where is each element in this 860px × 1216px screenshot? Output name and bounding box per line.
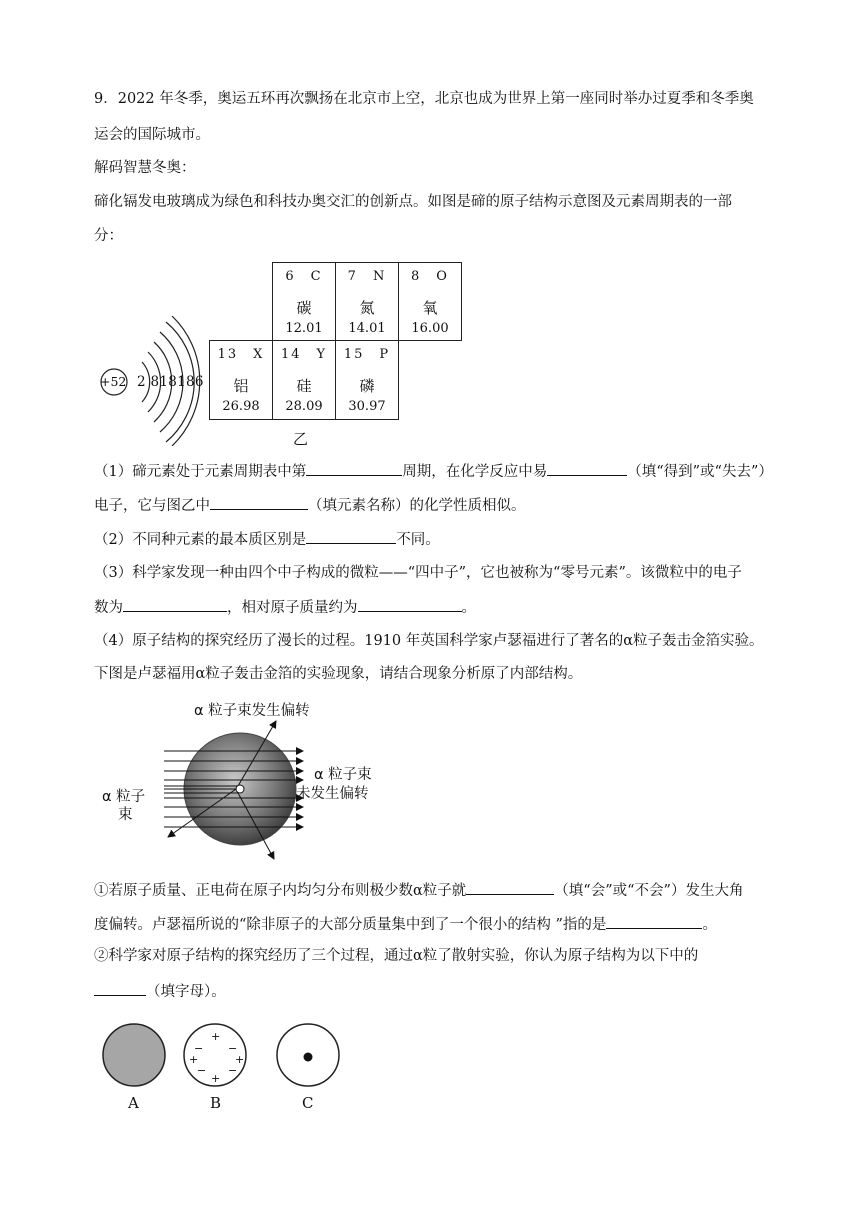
model-b-charges <box>184 1024 246 1086</box>
answer-blank-will-deflect[interactable] <box>466 880 554 895</box>
answer-blank-model-letter[interactable] <box>94 981 146 996</box>
answer-blank-element-name[interactable] <box>210 495 308 510</box>
model-a-solid-sphere <box>103 1024 165 1086</box>
nucleus-charge: +52 <box>100 374 127 389</box>
q4i-line-2 <box>94 914 717 935</box>
q3-text-c: ，相对原子质量约为 <box>227 600 358 616</box>
q1-line-2 <box>94 495 526 516</box>
description-line-1: 碲化镉发电玻璃成为绿色和科技办奥交汇的创新点。如图是碲的原子结构示意图及元素周期表的一部 <box>94 194 732 210</box>
plus-charge: + <box>211 1072 221 1085</box>
q4-line-1: （4）原子结构的探究经历了漫长的过程。1910 年英国科学家卢瑟福进行了著名的α粒子轰击金箔实验。 <box>94 633 764 649</box>
q1-text-a: （1）碲元素处于元素周期表中第 <box>94 464 307 480</box>
model-label-b: B <box>210 1094 222 1112</box>
label-undeflected-beam-2: 未发生偏转 <box>296 786 369 802</box>
q2-line <box>94 529 440 550</box>
q4i-text-a: ①若原子质量、正电荷在原子内均匀分布则极少数α粒子就 <box>94 883 467 899</box>
element-header: 14 Y <box>280 347 328 362</box>
q4i-text-c: 度偏转。卢瑟福所说的“除非原子的大部分质量集中到了一个很小的结构 ”指的是 <box>94 917 607 933</box>
element-name: 氮 <box>359 299 375 317</box>
element-name: 硅 <box>296 377 312 395</box>
model-c-nucleus <box>304 1053 313 1062</box>
q1-text-b: 周期，在化学反应中易 <box>402 464 548 480</box>
label-undeflected-beam-1: α 粒子束 <box>314 767 372 783</box>
q1-text-d: 电子，它与图乙中 <box>94 498 210 514</box>
minus-charge: − <box>197 1064 207 1077</box>
rutherford-scattering-figure <box>98 697 398 862</box>
element-name: 铝 <box>233 377 249 395</box>
description-line-2: 分： <box>94 228 123 244</box>
element-name: 氧 <box>422 299 438 317</box>
q3-line-2 <box>94 597 476 618</box>
model-label-a: A <box>128 1094 139 1112</box>
element-header: 7 N <box>347 269 387 284</box>
element-mass: 14.01 <box>348 321 386 336</box>
q4i-text-b: （填“会”或“不会”）发生大角 <box>554 883 744 899</box>
element-mass: 16.00 <box>411 321 449 336</box>
element-cell-carbon <box>272 262 336 341</box>
label-alpha-beam-2: 束 <box>118 807 133 823</box>
question-intro-line-2: 运会的国际城市。 <box>94 127 210 143</box>
question-intro-line-1: 9．2022 年冬季，奥运五环再次飘扬在北京市上空，北京也成为世界上第一座同时举办过夏季和冬季奥 <box>94 91 754 107</box>
minus-charge: − <box>194 1042 204 1055</box>
q3-line-1: （3）科学家发现一种由四个中子构成的微粒——“四中子”，它也被称为“零号元素”。该微粒中的电子 <box>94 565 742 581</box>
plus-charge: + <box>189 1053 199 1066</box>
section-title: 解码智慧冬奥： <box>94 160 196 176</box>
answer-blank-period[interactable] <box>306 461 402 476</box>
model-label-c: C <box>302 1094 314 1112</box>
q3-text-d: 。 <box>461 600 476 616</box>
answer-blank-essential-difference[interactable] <box>306 529 396 544</box>
element-mass: 28.09 <box>285 399 323 414</box>
answer-blank-gain-lose[interactable] <box>547 461 627 476</box>
q3-text-b: 数为 <box>94 600 123 616</box>
q1-text-c: （填“得到”或“失去”） <box>627 464 773 480</box>
plus-charge: + <box>211 1030 221 1043</box>
q4-line-2: 下图是卢瑟福用α粒子轰击金箔的实验现象，请结合现象分析原了内部结构。 <box>94 666 583 682</box>
minus-charge: − <box>228 1064 238 1077</box>
q2-text-b: 不同。 <box>396 532 440 548</box>
q4i-text-d: 。 <box>702 917 717 933</box>
atomic-models <box>98 1022 358 1117</box>
element-mass: 30.97 <box>348 399 386 414</box>
minus-charge: − <box>228 1042 238 1055</box>
q1-text-e: （填元素名称）的化学性质相似。 <box>308 498 526 514</box>
element-name: 碳 <box>296 299 312 317</box>
element-mass: 12.01 <box>285 321 323 336</box>
answer-blank-relative-mass[interactable] <box>358 597 462 612</box>
q4ii-line-1: ②科学家对原子结构的探究经历了三个过程，通过α粒了散射实验，你认为原子结构为以下中的 <box>94 948 699 964</box>
figure-caption: 乙 <box>293 430 309 448</box>
element-header: 8 O <box>411 269 449 284</box>
plus-charge: + <box>235 1053 245 1066</box>
q2-text-a: （2）不同种元素的最本质区别是 <box>94 532 307 548</box>
q1-line-1 <box>94 461 773 482</box>
element-cell-x <box>209 340 273 420</box>
answer-blank-small-structure[interactable] <box>606 914 702 929</box>
element-cell-nitrogen <box>335 262 399 341</box>
element-header: 13 X <box>217 347 265 362</box>
electron-configuration: 2 818186 <box>137 374 204 390</box>
element-name: 磷 <box>359 377 375 395</box>
q4i-line-1 <box>94 880 743 901</box>
element-mass: 26.98 <box>222 399 260 414</box>
answer-blank-electron-count[interactable] <box>123 597 227 612</box>
element-header: 15 P <box>343 347 391 362</box>
element-cell-oxygen <box>398 262 462 341</box>
label-deflected-beam: α 粒子束发生偏转 <box>194 703 310 719</box>
q4ii-text-b: （填字母）。 <box>146 984 226 1000</box>
q4ii-line-2 <box>94 981 226 1002</box>
element-cell-phosphorus <box>335 340 399 420</box>
element-cell-y <box>272 340 336 420</box>
element-header: 6 C <box>285 269 323 284</box>
atom-structure-diagram <box>96 316 216 446</box>
label-alpha-beam-1: α 粒子 <box>102 789 146 805</box>
